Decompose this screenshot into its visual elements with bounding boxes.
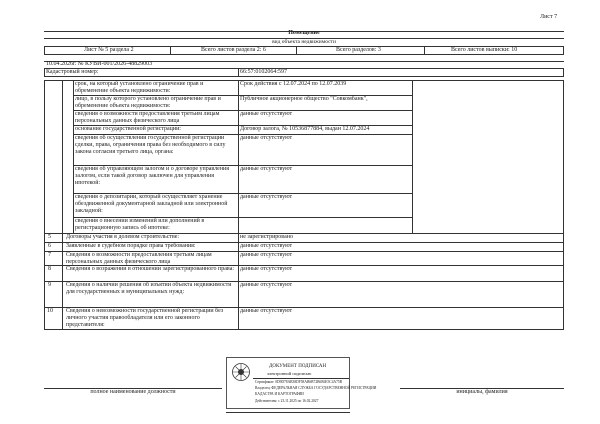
sub-row-consent-value: данные отсутствуют: [240, 135, 293, 141]
row-number: 6: [48, 243, 51, 249]
stamp-owner: Владелец: ФЕДЕРАЛЬНАЯ СЛУЖБА ГОСУДАРСТВЕННОЙ РЕГИСТРАЦИИ: [255, 386, 377, 390]
row-label: Сведения о возможности предоставления третьим лицам персональных данных физического лица: [66, 252, 212, 265]
row-value: данные отсутствуют: [240, 243, 293, 249]
position-caption: полное наименование должности: [90, 389, 176, 395]
row-number: 7: [48, 252, 51, 258]
row-value: данные отсутствуют: [240, 252, 293, 258]
stamp-owner-line2: КАДАСТРА И КАРТОГРАФИИ: [255, 392, 304, 396]
sub-row-basis-value: Договор залога, № 10536877884, выдан 12.07.2024: [240, 126, 370, 132]
stamp-subtitle: электронной подписью: [267, 371, 312, 376]
row-number: 5: [48, 234, 51, 240]
sub-row-term-value: Срок действия с 12.07.2024 по 12.07.2039: [240, 81, 347, 87]
row-label: Заявленные в судебном порядке права требования:: [66, 243, 196, 249]
sub-row-depositary-value: данные отсутствуют: [240, 194, 293, 200]
row-number: 8: [48, 266, 51, 272]
sub-row-personal-data-value: данные отсутствуют: [240, 111, 293, 117]
stamp-title: ДОКУМЕНТ ПОДПИСАН: [269, 364, 327, 369]
cadastral-value: 66:57:0102064:597: [240, 69, 288, 75]
stamp-validity: Действителен: с 23.11.2025 по 16.02.2027: [255, 399, 319, 403]
sub-row-pledge-manager-label: сведения об управляющем залогом и о договоре управления залогом, если такой договор заключен для управления ипотекой:: [75, 166, 230, 186]
sub-row-depositary-label: сведения о депозитарии, который осуществляет хранение обездвиженной документарной закладной или электронной закладной:: [75, 194, 228, 214]
row-label: Сведения о наличии решения об изъятии объекта недвижимости для государственных и муниципальных нужд:: [66, 282, 232, 295]
sheet-number: Лист № 5 раздела 2: [84, 47, 134, 53]
row-number: 9: [48, 282, 51, 288]
name-caption: инициалы, фамилия: [456, 389, 508, 395]
object-type-label: вид объекта недвижимости: [272, 39, 336, 45]
section-title: Помещение: [288, 30, 320, 36]
document-number: 10.04.2026г. № КУВИ-001/2026-48829003: [46, 61, 153, 67]
sheet-label: Лист 7: [540, 14, 558, 20]
sub-row-changes-label: сведения о внесении изменений или дополнений в регистрационную запись об ипотеке:: [75, 218, 205, 231]
cadastral-label: Кадастровый номер:: [46, 69, 99, 75]
cadastral-row: [44, 68, 564, 77]
row-label: Договоры участия в долевом строительстве:: [66, 234, 180, 240]
row-label: Сведения о возражении в отношении зарегистрированного права:: [66, 266, 235, 272]
sheets-total: Всего листов выписки: 10: [451, 47, 518, 53]
row-label: Сведения о невозможности государственной регистрации без личного участия правообладателя или его законного представителя:: [66, 308, 224, 328]
sub-row-basis-label: основание государственной регистрации:: [75, 126, 181, 132]
sub-row-beneficiary-label: лицо, в пользу которого установлено ограничение прав и обременение объекта недвижимости:: [75, 96, 221, 109]
sub-row-pledge-manager-value: данные отсутствуют: [240, 166, 293, 172]
sub-row-consent-label: сведения об осуществлении государственной регистрации сделки, права, ограничения права без необходимого в силу закона согласия третьего лица, органа:: [75, 135, 226, 155]
row-value: данные отсутствуют: [240, 308, 293, 314]
sub-row-term-label: срок, на который установлено ограничение прав и обременение объекта недвижимости:: [75, 81, 204, 94]
e-signature-stamp: [226, 357, 377, 409]
row-value: не зарегистрировано: [240, 234, 293, 240]
sub-row-beneficiary-value: Публичное акционерное общество "Совкомбанк",: [240, 96, 368, 102]
row-value: данные отсутствуют: [240, 266, 293, 272]
sheets-in-section: Всего листов раздела 2: 6: [201, 47, 266, 53]
row-number: 10: [47, 308, 53, 314]
emblem-icon: [231, 362, 251, 382]
sub-row-personal-data-label: сведения о возможности предоставления третьим лицам персональных данных физического лица: [75, 111, 220, 124]
stamp-certificate: Сертификат: 0D9D78AB38DF58AB6B72B6E6E5C4A75B: [255, 380, 343, 384]
row-value: данные отсутствуют: [240, 282, 293, 288]
sections-total: Всего разделов: 3: [336, 47, 381, 53]
